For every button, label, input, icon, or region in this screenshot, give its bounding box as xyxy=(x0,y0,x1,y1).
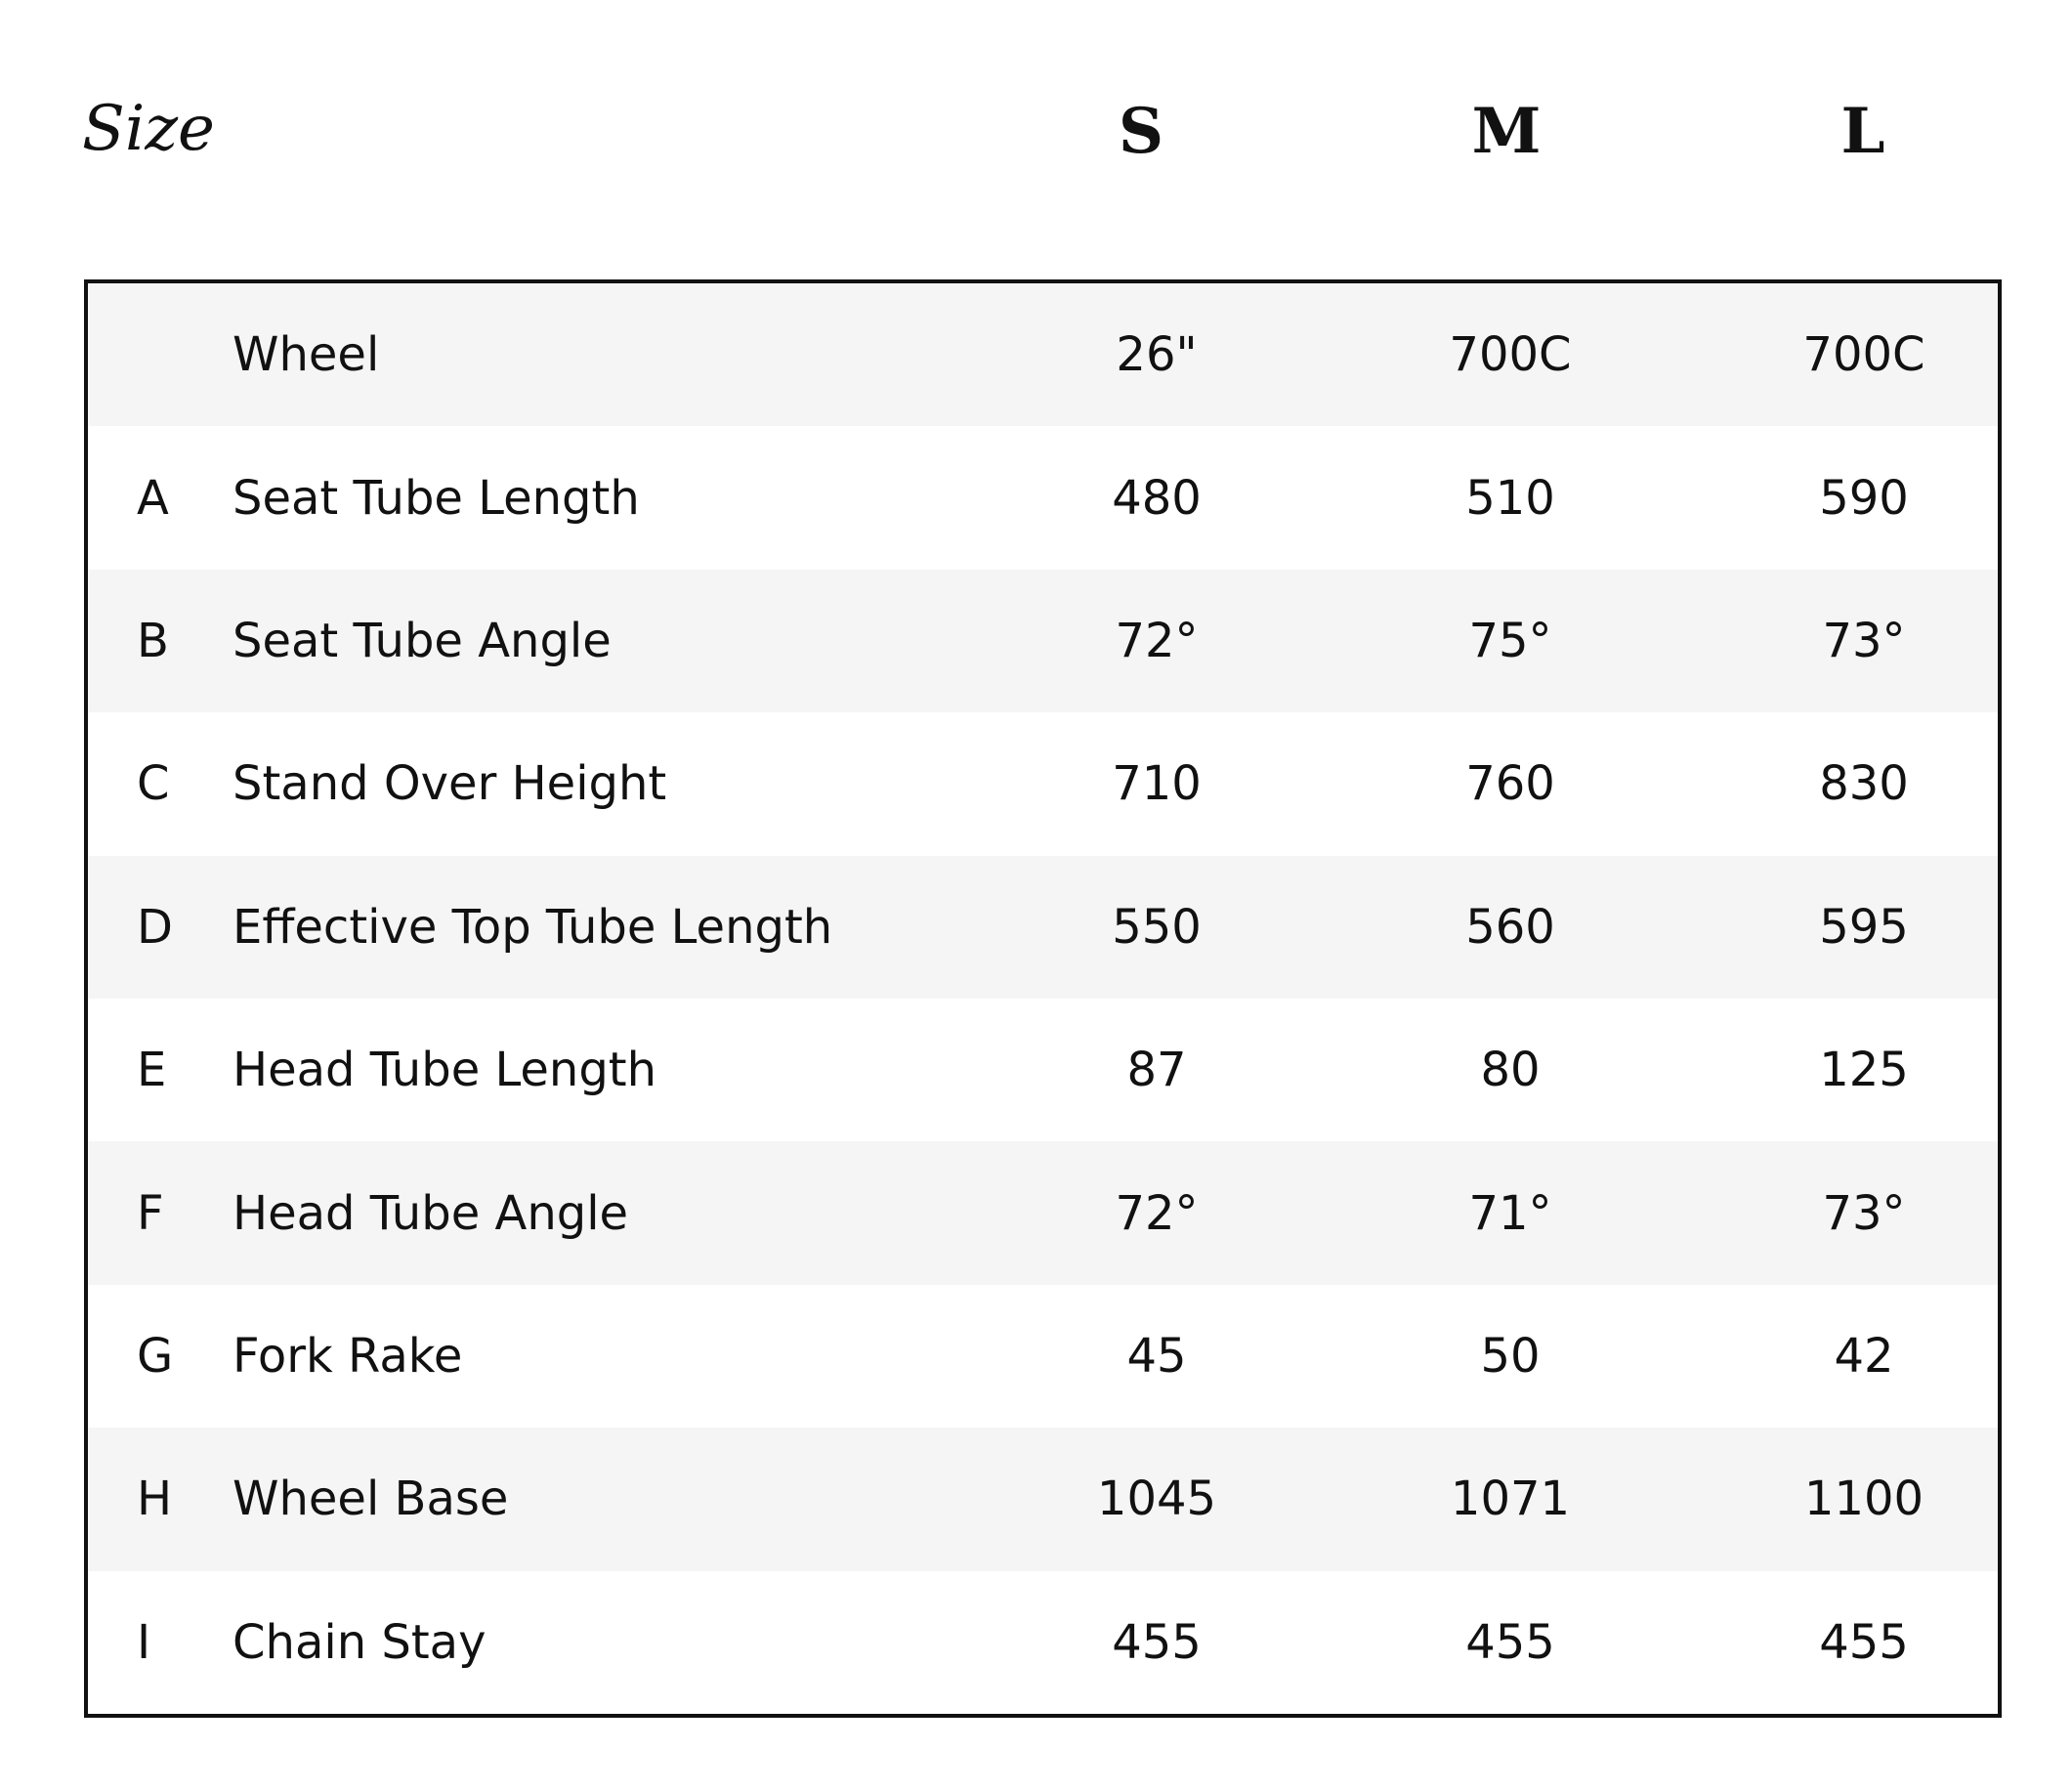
size-column-s: S xyxy=(1118,95,1164,168)
value-l: 830 xyxy=(1819,756,1909,812)
value-s: 480 xyxy=(1112,470,1202,526)
size-column-m: M xyxy=(1471,95,1542,168)
size-title: Size xyxy=(82,93,215,165)
table-row-wheel-base xyxy=(88,1428,1998,1570)
row-label: Fork Rake xyxy=(233,1328,463,1384)
size-column-l: L xyxy=(1840,95,1885,168)
row-letter: H xyxy=(137,1472,173,1527)
table-row-seat-tube-length xyxy=(88,426,1998,569)
row-label: Seat Tube Angle xyxy=(233,613,612,668)
row-label: Head Tube Angle xyxy=(233,1185,629,1241)
value-l: 42 xyxy=(1834,1328,1894,1384)
row-label: Chain Stay xyxy=(233,1614,486,1670)
value-s: 26" xyxy=(1116,327,1198,383)
value-l: 73° xyxy=(1822,613,1906,668)
row-label: Wheel xyxy=(233,327,380,383)
row-letter: B xyxy=(137,613,169,668)
value-l: 73° xyxy=(1822,1185,1906,1241)
value-m: 1071 xyxy=(1450,1472,1571,1527)
value-l: 595 xyxy=(1819,899,1909,955)
row-letter: G xyxy=(137,1328,174,1384)
row-label: Wheel Base xyxy=(233,1472,509,1527)
value-s: 72° xyxy=(1115,1185,1199,1241)
value-m: 455 xyxy=(1465,1614,1555,1670)
table-row-head-tube-length xyxy=(88,999,1998,1141)
value-m: 71° xyxy=(1468,1185,1552,1241)
geometry-table xyxy=(84,279,2002,1718)
row-letter xyxy=(137,283,215,426)
value-m: 700C xyxy=(1449,327,1572,383)
value-l: 700C xyxy=(1802,327,1925,383)
value-s: 710 xyxy=(1112,756,1202,812)
row-label: Head Tube Length xyxy=(233,1043,657,1098)
table-row-effective-top-tube-length xyxy=(88,856,1998,999)
value-s: 87 xyxy=(1126,1043,1187,1098)
value-m: 50 xyxy=(1480,1328,1541,1384)
size-header xyxy=(0,0,2072,264)
value-l: 455 xyxy=(1819,1614,1909,1670)
table-row-seat-tube-angle xyxy=(88,570,1998,712)
value-s: 455 xyxy=(1112,1614,1202,1670)
value-s: 1045 xyxy=(1096,1472,1217,1527)
value-l: 590 xyxy=(1819,470,1909,526)
value-m: 80 xyxy=(1480,1043,1541,1098)
value-m: 510 xyxy=(1465,470,1555,526)
row-label: Stand Over Height xyxy=(233,756,667,812)
row-letter: I xyxy=(137,1614,151,1670)
row-letter: C xyxy=(137,756,170,812)
table-row-head-tube-angle xyxy=(88,1141,1998,1284)
value-l: 125 xyxy=(1819,1043,1909,1098)
value-s: 72° xyxy=(1115,613,1199,668)
value-s: 45 xyxy=(1126,1328,1187,1384)
row-letter: E xyxy=(137,1043,167,1098)
value-s: 550 xyxy=(1112,899,1202,955)
table-row-fork-rake xyxy=(88,1285,1998,1428)
value-m: 760 xyxy=(1465,756,1555,812)
table-row-stand-over-height xyxy=(88,712,1998,855)
row-letter: D xyxy=(137,899,173,955)
value-m: 560 xyxy=(1465,899,1555,955)
table-row-wheel xyxy=(88,283,1998,426)
row-label: Effective Top Tube Length xyxy=(233,899,833,955)
value-m: 75° xyxy=(1468,613,1552,668)
table-row-chain-stay xyxy=(88,1571,1998,1714)
value-l: 1100 xyxy=(1803,1472,1924,1527)
row-label: Seat Tube Length xyxy=(233,470,640,526)
row-letter: F xyxy=(137,1185,164,1241)
row-letter: A xyxy=(137,470,169,526)
